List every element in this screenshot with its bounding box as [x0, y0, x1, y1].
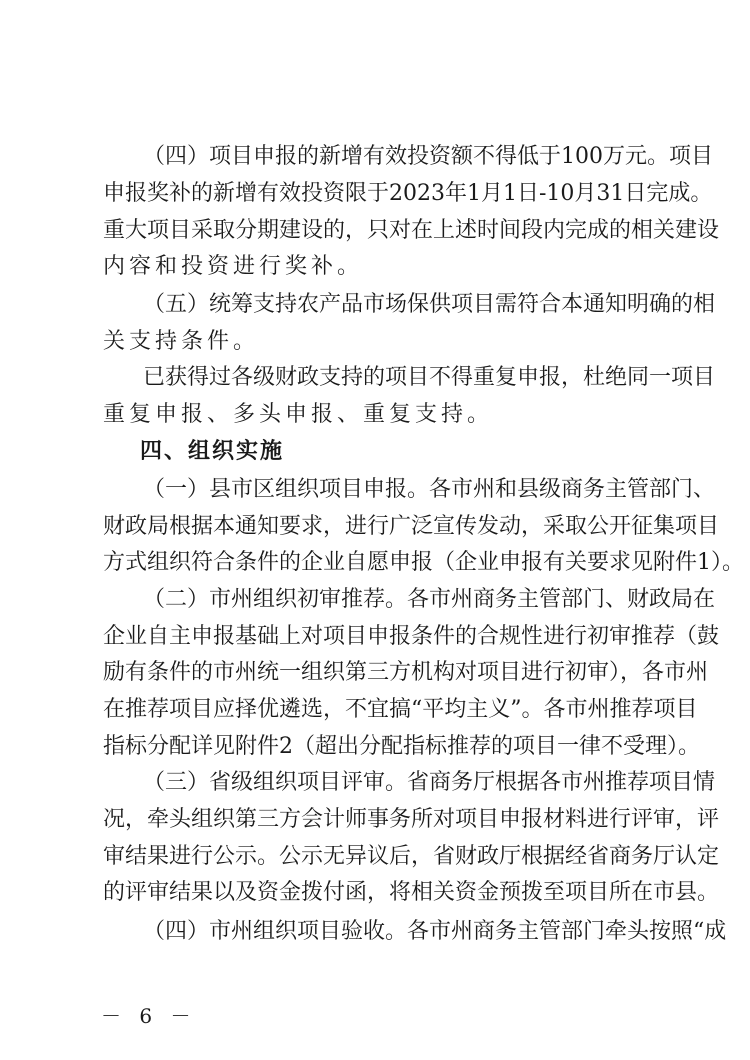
text-line: 方式组织符合条件的企业自愿申报（企业申报有关要求见附件1）。 — [103, 550, 744, 575]
text-line: 审结果进行公示。公示无异议后，省财政厅根据经省商务厅认定 — [103, 844, 720, 869]
page-number: － 6 － — [101, 1004, 197, 1028]
section-heading: 四、组织实施 — [140, 439, 285, 464]
text-line: 内容和投资进行奖补。 — [103, 254, 364, 279]
text-line: 重大项目采取分期建设的，只对在上述时间段内完成的相关建设 — [103, 218, 720, 243]
text-line: 财政局根据本通知要求，进行广泛宣传发动，采取公开征集项目 — [103, 514, 720, 539]
text-line: 已获得过各级财政支持的项目不得重复申报，杜绝同一项目 — [143, 365, 716, 390]
text-line: 励有条件的市州统一组织第三方机构对项目进行初审），各市州 — [103, 660, 709, 685]
text-line: （四）市州组织项目验收。各市州商务主管部门牵头按照“成 — [143, 919, 727, 944]
text-line: （三）省级组织项目评审。省商务厅根据各市州推荐项目情 — [143, 770, 716, 795]
text-line: 指标分配详见附件2（超出分配指标推荐的项目一律不受理）。 — [103, 734, 700, 759]
text-line: （二）市州组织初审推荐。各市州商务主管部门、财政局在 — [143, 587, 716, 612]
text-line: 关支持条件。 — [103, 329, 260, 354]
text-line: 企业自主申报基础上对项目申报条件的合规性进行初审推荐（鼓 — [103, 624, 720, 649]
text-line: （四）项目申报的新增有效投资额不得低于100万元。项目 — [143, 144, 713, 169]
text-line: 申报奖补的新增有效投资限于2023年1月1日-10月31日完成。 — [103, 181, 713, 206]
text-line: 重复申报、多头申报、重复支持。 — [103, 402, 494, 427]
text-line: 况，牵头组织第三方会计师事务所对项目申报材料进行评审，评 — [103, 807, 720, 832]
text-line: 在推荐项目应择优遴选，不宜搞“平均主义”。各市州推荐项目 — [103, 697, 698, 722]
text-line: （一）县市区组织项目申报。各市州和县级商务主管部门、 — [143, 477, 716, 502]
text-line: 的评审结果以及资金拨付函，将相关资金预拨至项目所在市县。 — [103, 880, 720, 905]
text-line: （五）统筹支持农产品市场保供项目需符合本通知明确的相 — [143, 292, 716, 317]
